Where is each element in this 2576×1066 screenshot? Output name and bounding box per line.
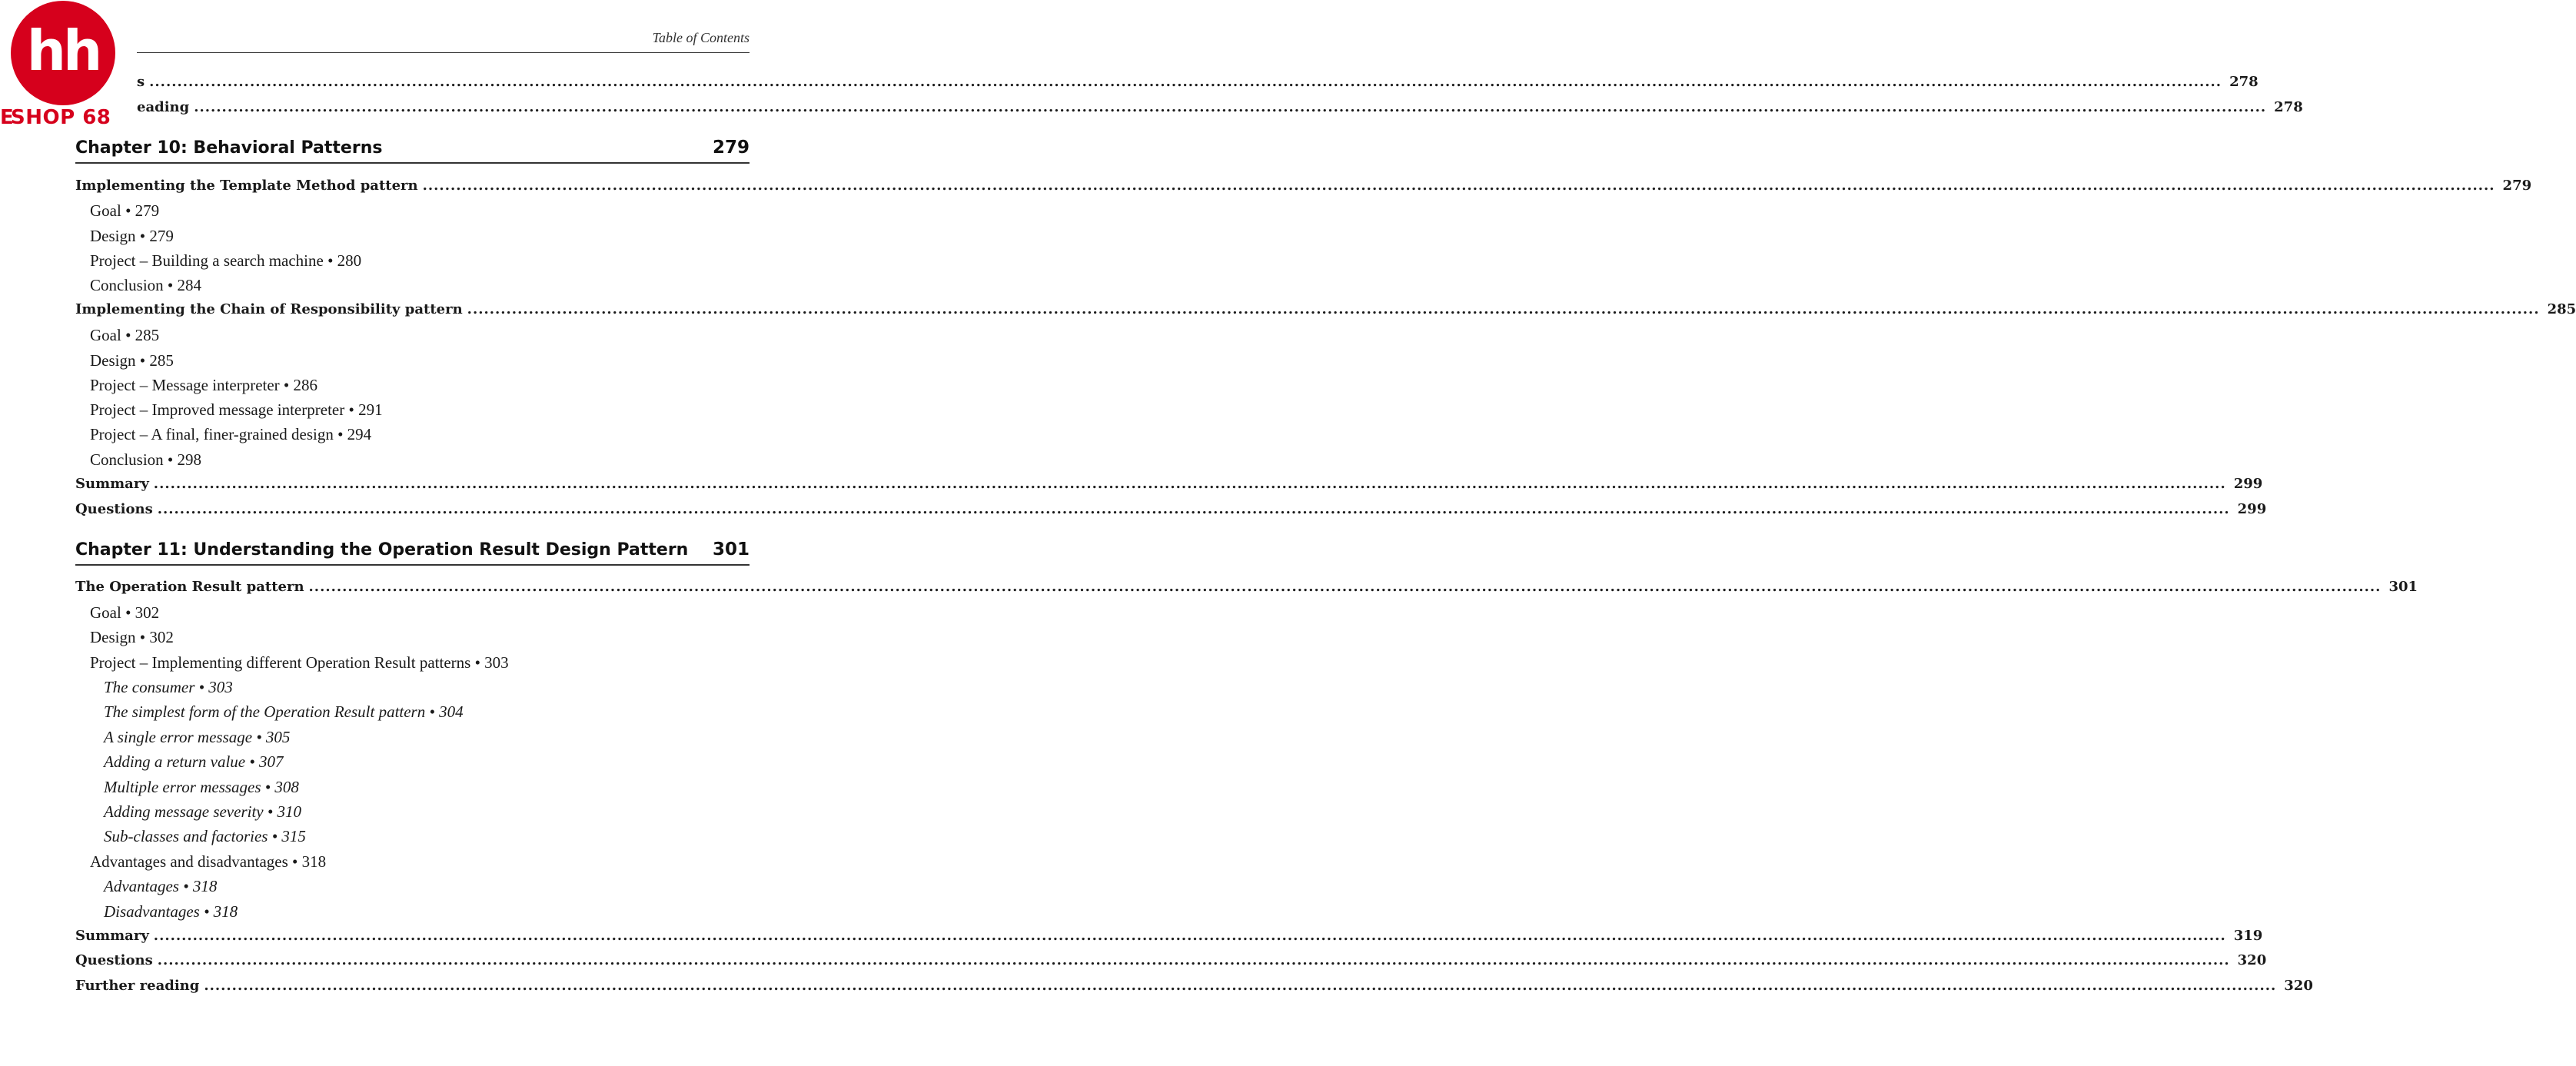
toc-subentry[interactable]: Goal • 279	[90, 201, 160, 220]
toc-subentry[interactable]: Design • 285	[90, 351, 174, 370]
toc-subentry[interactable]: Design • 302	[90, 628, 174, 646]
toc-entry-summary[interactable]	[75, 476, 2263, 492]
dot-leader	[204, 978, 2276, 994]
toc-entry-page: 279	[2502, 178, 2532, 194]
toc-entry-page: 285	[2547, 301, 2576, 317]
dot-leader	[158, 501, 2230, 517]
toc-entry-page: 319	[2233, 928, 2263, 944]
toc-subsubentry[interactable]: Adding a return value • 307	[104, 752, 284, 771]
toc-subentry[interactable]: Advantages and disadvantages • 318	[90, 852, 327, 871]
toc-entry-page: 278	[2229, 74, 2259, 90]
dot-leader	[149, 74, 2222, 90]
chapter-11-heading[interactable]	[75, 540, 750, 560]
chapter-title: Chapter 10: Behavioral Patterns	[75, 138, 383, 158]
dot-leader	[423, 178, 2495, 194]
dot-leader	[158, 952, 2230, 968]
toc-entry-title: Questions	[75, 952, 153, 968]
dot-leader	[154, 476, 2226, 492]
toc-entry-title: Further reading	[75, 978, 200, 994]
toc-entry-prev-2[interactable]	[137, 99, 2303, 115]
toc-subentry[interactable]: Project – A final, finer-grained design • 294	[90, 425, 372, 443]
dot-leader	[194, 99, 2266, 115]
dot-leader	[309, 579, 2382, 595]
toc-entry-title: Questions	[75, 501, 153, 517]
dot-leader	[154, 928, 2226, 944]
toc-entry-title: Implementing the Chain of Responsibility pattern	[75, 301, 463, 317]
toc-entry-further-reading[interactable]	[75, 978, 2313, 994]
toc-entry-page: 278	[2274, 99, 2303, 115]
toc-entry-title: Summary	[75, 476, 149, 492]
chapter-rule	[75, 162, 750, 164]
chapter-page: 301	[712, 540, 750, 560]
toc-subentry[interactable]: Goal • 285	[90, 326, 160, 344]
running-header-title: Table of Contents	[652, 30, 750, 45]
toc-subentry[interactable]: Project – Implementing different Operation Result patterns • 303	[90, 653, 509, 672]
toc-subentry[interactable]: Project – Message interpreter • 286	[90, 376, 318, 394]
chapter-10-heading[interactable]	[75, 138, 750, 158]
toc-subsubentry[interactable]: A single error message • 305	[104, 728, 291, 746]
toc-subentry[interactable]: Conclusion • 284	[90, 276, 202, 294]
toc-entry-summary[interactable]	[75, 928, 2263, 944]
chapter-title: Chapter 11: Understanding the Operation Result Design Pattern	[75, 540, 689, 560]
toc-entry-title: The Operation Result pattern	[75, 579, 304, 595]
toc-entry-questions[interactable]	[75, 501, 2267, 517]
logo-text: SHOP 68	[11, 106, 111, 129]
toc-entry-page: 320	[2237, 952, 2267, 968]
toc-entry-chain-of-responsibility[interactable]	[75, 301, 2576, 317]
toc-entry-template-method[interactable]	[75, 178, 2532, 194]
toc-subsubentry[interactable]: Disadvantages • 318	[104, 902, 238, 921]
chapter-page: 279	[712, 138, 750, 158]
chapter-rule	[75, 564, 750, 566]
toc-subentry[interactable]: Conclusion • 298	[90, 450, 202, 469]
toc-subsubentry[interactable]: Adding message severity • 310	[104, 802, 301, 821]
toc-subsubentry[interactable]: The simplest form of the Operation Result pattern • 304	[104, 702, 464, 721]
toc-subentry[interactable]: Goal • 302	[90, 603, 160, 622]
header-rule	[137, 52, 750, 53]
toc-entry-operation-result[interactable]	[75, 579, 2418, 595]
toc-entry-page: 299	[2233, 476, 2263, 492]
toc-subentry[interactable]: Project – Improved message interpreter • 291	[90, 400, 383, 419]
toc-subentry[interactable]: Design • 279	[90, 227, 174, 245]
toc-subsubentry[interactable]: The consumer • 303	[104, 678, 233, 696]
logo-cut-char: E	[0, 106, 14, 129]
logo-mark: hh	[11, 1, 115, 105]
toc-entry-title: Implementing the Template Method pattern	[75, 178, 418, 194]
toc-entry-prev-1[interactable]	[137, 74, 2259, 90]
toc-entry-questions[interactable]	[75, 952, 2267, 968]
toc-subsubentry[interactable]: Sub-classes and factories • 315	[104, 827, 306, 845]
shop-logo	[0, 0, 117, 131]
toc-entry-title: eading	[137, 99, 190, 115]
toc-subsubentry[interactable]: Advantages • 318	[104, 877, 218, 895]
toc-entry-page: 299	[2237, 501, 2267, 517]
toc-entry-title: s	[137, 74, 145, 90]
toc-entry-title: Summary	[75, 928, 149, 944]
toc-subentry[interactable]: Project – Building a search machine • 280	[90, 251, 362, 270]
toc-entry-page: 301	[2388, 579, 2418, 595]
dot-leader	[467, 301, 2540, 317]
toc-entry-page: 320	[2284, 978, 2313, 994]
toc-subsubentry[interactable]: Multiple error messages • 308	[104, 778, 299, 796]
